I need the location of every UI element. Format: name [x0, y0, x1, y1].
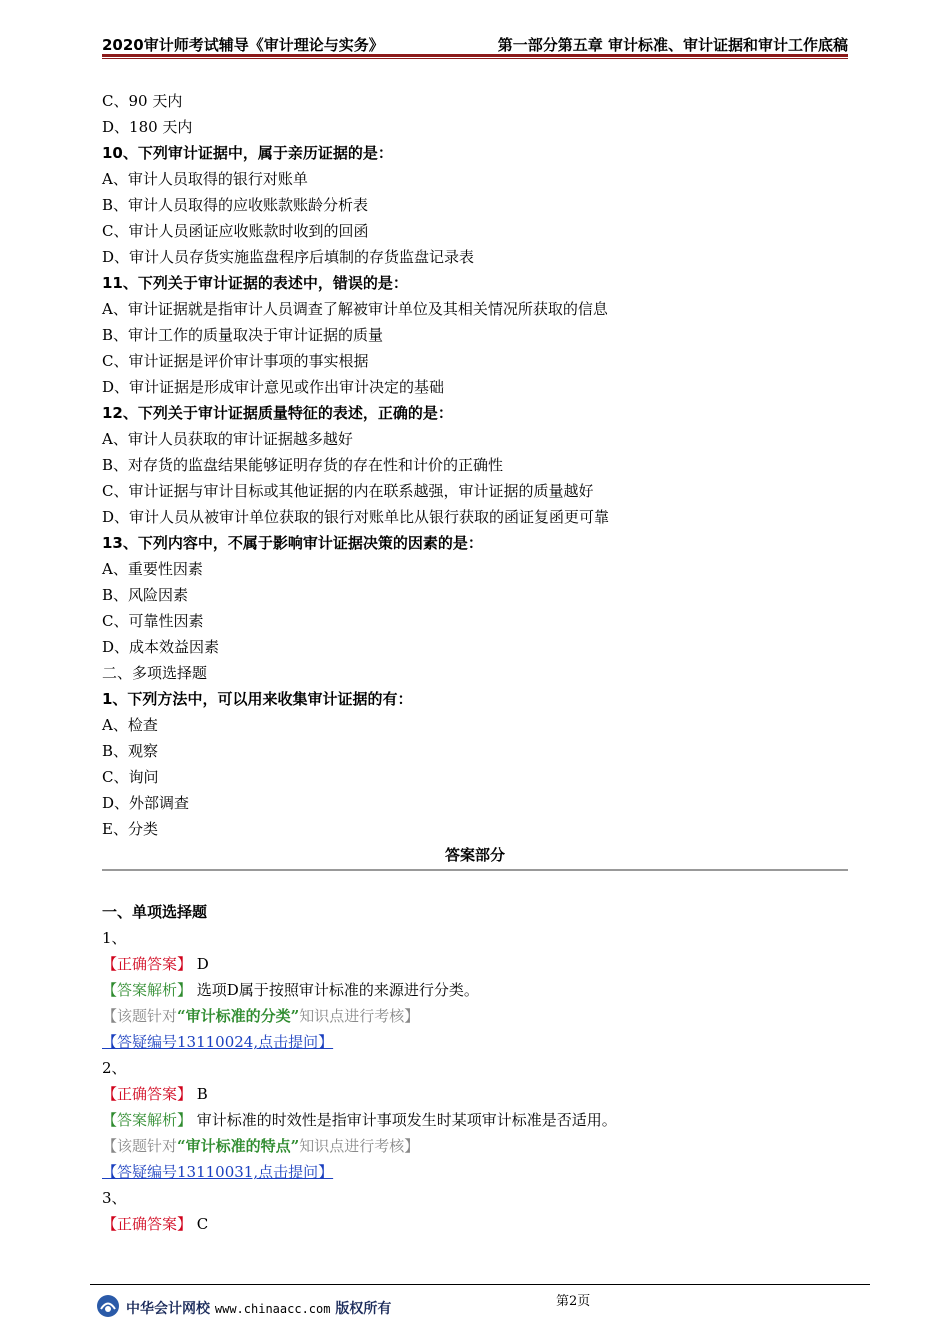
line-option: B、风险因素	[102, 586, 189, 604]
correct-answer-value: C	[196, 1215, 209, 1233]
analysis-text: 选项D属于按照审计标准的来源进行分类。	[196, 981, 479, 999]
topic-row	[102, 1003, 848, 1029]
line-option: B、审计工作的质量取决于审计证据的质量	[102, 326, 384, 344]
topic-prefix: 【该题针对	[102, 1007, 178, 1025]
page-number: 第2页	[556, 1294, 591, 1309]
question-stem: 10、下列审计证据中，属于亲历证据的是：	[102, 144, 393, 162]
line-option: C、审计人员函证应收账款时收到的回函	[102, 222, 369, 240]
footer-brand	[126, 1298, 391, 1318]
line-option: D、审计人员从被审计单位获取的银行对账单比从银行获取的函证复函更可靠	[102, 508, 610, 526]
chinaacc-logo-icon	[96, 1294, 120, 1318]
correct-answer-label: 【正确答案】	[102, 955, 193, 973]
analysis-label: 【答案解析】	[102, 981, 193, 999]
line-option: C、90 天内	[102, 92, 183, 110]
answer-number: 3、	[102, 1189, 127, 1207]
line-option: E、分类	[102, 820, 158, 838]
correct-answer-row	[102, 951, 848, 977]
section-heading: 二、多项选择题	[102, 664, 208, 682]
header-title-right: 第一部分第五章 审计标准、审计证据和审计工作底稿	[497, 36, 848, 54]
question-link-row	[102, 1159, 848, 1185]
analysis-row	[102, 977, 848, 1003]
line-option: A、重要性因素	[102, 560, 203, 578]
topic-name: “审计标准的特点”	[177, 1137, 300, 1155]
correct-answer-value: D	[196, 955, 209, 973]
line-option: A、审计证据就是指审计人员调查了解被审计单位及其相关情况所获取的信息	[102, 300, 608, 318]
line-option: D、审计人员存货实施监盘程序后填制的存货监盘记录表	[102, 248, 475, 266]
question-stem: 1、下列方法中，可以用来收集审计证据的有：	[102, 690, 413, 708]
analysis-label: 【答案解析】	[102, 1111, 193, 1129]
line-option: B、观察	[102, 742, 159, 760]
topic-suffix: 知识点进行考核】	[299, 1137, 420, 1155]
question-stem: 13、下列内容中，不属于影响审计证据决策的因素的是：	[102, 534, 483, 552]
line-option: A、审计人员取得的银行对账单	[102, 170, 308, 188]
brand-name: 中华会计网校	[126, 1301, 210, 1317]
question-stem: 11、下列关于审计证据的表述中，错误的是：	[102, 274, 408, 292]
answer-section-title: 答案部分	[444, 846, 505, 864]
line-option: B、对存货的监盘结果能够证明存货的存在性和计价的正确性	[102, 456, 504, 474]
question-link-row	[102, 1029, 848, 1055]
topic-prefix: 【该题针对	[102, 1137, 178, 1155]
page-header	[102, 28, 848, 56]
document-body	[102, 88, 848, 1237]
question-list	[102, 88, 848, 842]
copyright-text: 版权所有	[335, 1301, 392, 1317]
line-option: C、审计证据与审计目标或其他证据的内在联系越强，审计证据的质量越好	[102, 482, 594, 500]
answer-number: 2、	[102, 1059, 127, 1077]
correct-answer-label: 【正确答案】	[102, 1215, 193, 1233]
correct-answer-row	[102, 1211, 848, 1237]
line-option: A、检查	[102, 716, 158, 734]
line-option: D、成本效益因素	[102, 638, 220, 656]
line-option: D、180 天内	[102, 118, 193, 136]
line-option: B、审计人员取得的应收账款账龄分析表	[102, 196, 369, 214]
topic-suffix: 知识点进行考核】	[299, 1007, 420, 1025]
analysis-text: 审计标准的时效性是指审计事项发生时某项审计标准是否适用。	[196, 1111, 617, 1129]
header-rule	[102, 54, 848, 57]
correct-answer-label: 【正确答案】	[102, 1085, 193, 1103]
line-option: C、可靠性因素	[102, 612, 204, 630]
answer-section-heading: 一、单项选择题	[102, 903, 208, 921]
line-option: C、审计证据是评价审计事项的事实根据	[102, 352, 369, 370]
ask-question-link[interactable]: 【答疑编号13110031,点击提问】	[102, 1163, 334, 1181]
ask-question-link[interactable]: 【答疑编号13110024,点击提问】	[102, 1033, 334, 1051]
line-option: A、审计人员获取的审计证据越多越好	[102, 430, 353, 448]
analysis-row	[102, 1107, 848, 1133]
answer-divider	[102, 869, 848, 871]
header-rule-thin	[102, 58, 848, 59]
question-stem: 12、下列关于审计证据质量特征的表述，正确的是：	[102, 404, 453, 422]
brand-url[interactable]: www.chinaacc.com	[214, 1302, 331, 1316]
footer-rule	[90, 1284, 870, 1285]
correct-answer-value: B	[196, 1085, 208, 1103]
header-title-left: 2020审计师考试辅导《审计理论与实务》	[102, 36, 384, 54]
line-option: D、外部调查	[102, 794, 190, 812]
correct-answer-row	[102, 1081, 848, 1107]
line-option: C、询问	[102, 768, 159, 786]
topic-row	[102, 1133, 848, 1159]
topic-name: “审计标准的分类”	[177, 1007, 300, 1025]
answer-number: 1、	[102, 929, 127, 947]
line-option: D、审计证据是形成审计意见或作出审计决定的基础	[102, 378, 445, 396]
